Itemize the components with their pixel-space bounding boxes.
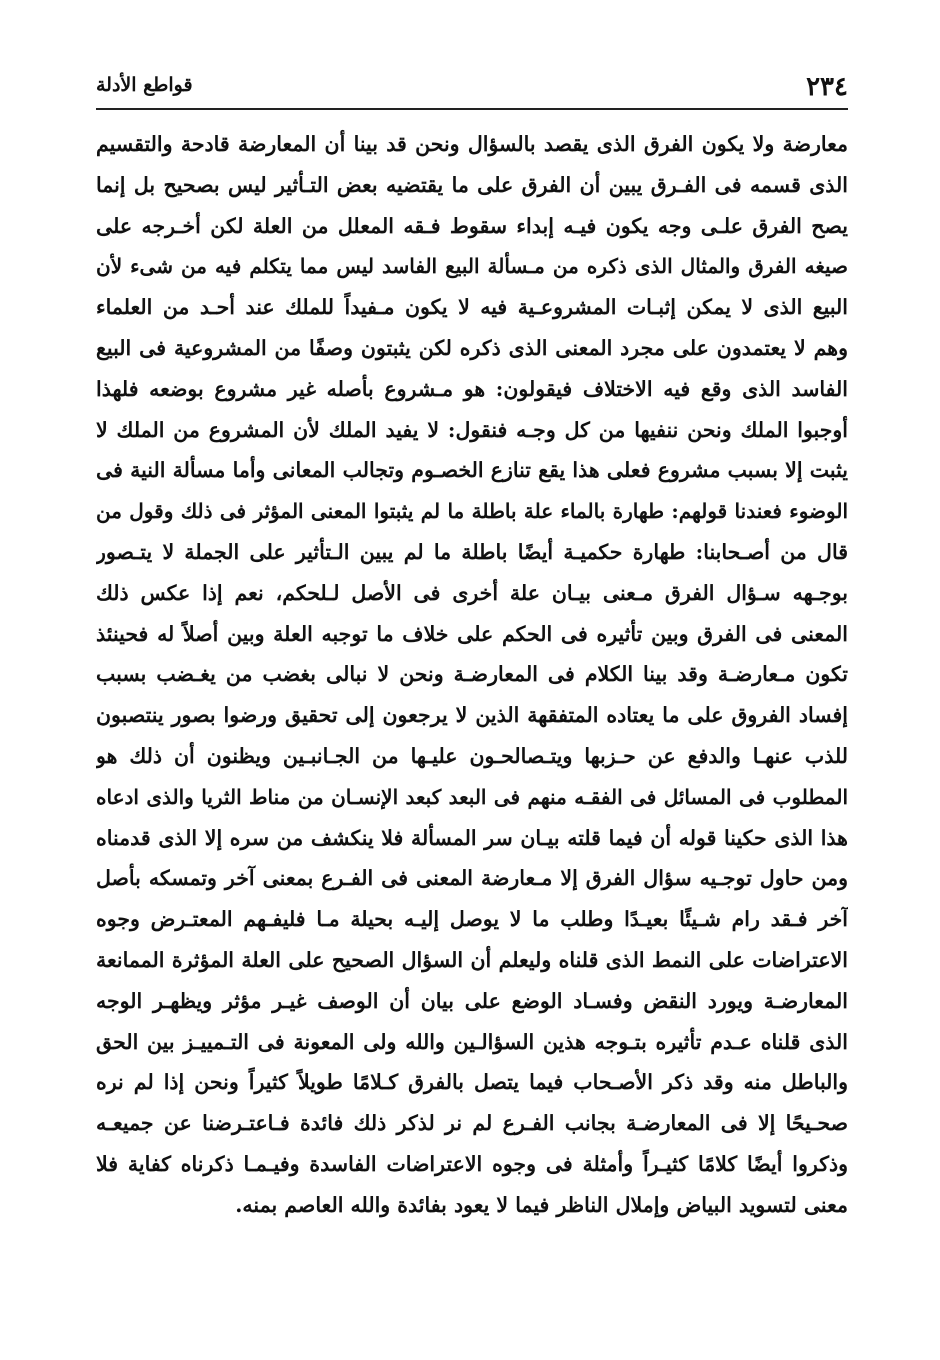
text-line: الاعتراضات على النمط الذى قلناه وليعلم أن السؤال الصحيح على العلة المؤثرة الممانعة <box>96 947 848 972</box>
text-line: الوضوء فعندنا قولهم: طهارة بالماء علة باطلة ما لم يثبتوا المعنى المؤثر فى ذلك وقول من <box>96 499 848 524</box>
text-line: المعارضـة ويورد النقض وفسـاد الوضع على بيان أن الوصف غيـر مؤثر ويظهـر الوجه <box>96 988 848 1013</box>
text-line: ومن حاول توجـيه سؤال الفرق إلا مـعارضة المعنى فى الفـرع بمعنى آخر وتمسكه بأصل <box>96 866 848 891</box>
text-line: المعنى فى الفرق وبين تأثيره فى الحكم على خلاف ما توجبه العلة وبين أصلاً له فحينئذ <box>96 621 848 646</box>
text-line: الذى قلناه عـدم تأثيره بتـوجه هذين السؤالـين والله ولى المعونة فى التـمييـز بين الحق <box>96 1029 848 1054</box>
text-line: صيغه الفرق والمثال الذى ذكره من مـسألة البيع الفاسد ليس مما يتكلم فيه من شىء لأن <box>96 254 848 279</box>
text-line: آخر فـقد رام شـيئًا بعيـدًا وطلب ما لا يوصل إليـه بحيلة مـا فليفـهم المعتـرض وجوه <box>96 907 848 932</box>
text-line: بوجـهه سـؤال الفرق مـعنى بيـان علة أخرى فى الأصل لـلحكم، نعم إذا عكس ذلك <box>96 580 848 605</box>
text-line: يثبت إلا بسبب مشروع فعلى هذا يقع تنازع الخصـوم وتجالب المعانى وأما مسألة النية فى <box>96 458 848 483</box>
text-line: للذب عنهـا والدفع عن حـزبها ويتـصالحـون عليـها من الجـانبـين ويظنون أن ذلك هو <box>96 743 848 768</box>
text-line: إفساد الفروق على ما يعتاده المتفقهة الذين لا يرجعون إلى تحقيق ورضوا بصور ينتصبون <box>96 703 848 728</box>
text-line: أوجبوا الملك ونحن ننفيها من كل وجـه فنقول: لا يفيد الملك لأن المشروع من الملك لا <box>96 417 848 442</box>
text-line-last: معنى لتسويد البياض وإملال الناظر فيما لا يعود بفائدة والله العاصم بمنه. <box>235 1192 848 1217</box>
text-line: يصح الفرق علـى وجه يكون فيـه إبداء سقوط فـقه المعلل من العلة لكن أخـرجه على <box>96 213 848 238</box>
text-line: هذا الذى حكينا قوله أن فيما قلته بيـان سر المسألة فلا ينكشف من سره إلا الذى قدمناه <box>96 825 848 850</box>
text-line: قال من أصـحابنا: طهارة حكميـة أيضًا باطلة ما لم يبين الـتأثير على الجملة لا يتـصور <box>96 539 848 564</box>
running-title: قواطع الأدلة <box>96 74 193 96</box>
text-line: والباطل منه وقد ذكر الأصـحاب فيما يتصل بالفرق كـلامًا طويلاً كثيراً ونحن إذا لم نره <box>96 1070 848 1095</box>
text-line: وذكروا أيضًا كلامًا كثيـراً وأمثلة فى وجوه الاعتراضات الفاسدة وفيـمـا ذكرناه كفاية فلا <box>96 1151 848 1176</box>
page-number: ٢٣٤ <box>806 72 848 102</box>
text-line: صحـيحًا إلا فى المعارضـة بجانب الفـرع لم نر لذكر ذلك فائدة فـاعتـرضنا عن جميعـه <box>96 1111 848 1136</box>
text-line: تكون مـعارضـة وقد بينا الكلام فى المعارضـة ونحن لا نبالى بغضب من يغـضب بسبب <box>96 662 848 687</box>
text-line: وهم لا يعتمدون على مجرد المعنى الذى ذكره لكن يثبتون وصفًا من المشروعية فى البيع <box>96 335 848 360</box>
body-text <box>96 124 848 1226</box>
header-rule <box>96 108 848 110</box>
text-line: الذى قسمه فى الفـرق يبين أن الفرق على ما يقتضيه بعض التـأثير ليس بصحيح بل إنما <box>96 172 848 197</box>
text-line: معارضة ولا يكون الفرق الذى يقصد بالسؤال ونحن قد بينا أن المعارضة قادحة والتقسيم <box>96 132 848 156</box>
page-header <box>96 68 848 104</box>
text-line: الفاسد الذى وقع فيه الاختلاف فيقولون: هو مـشروع بأصله غير مشروع بوضعه فلهذا <box>96 376 848 401</box>
text-line: البيع الذى لا يمكن إثبـات المشروعـية فيه لا يكون مـفيداً للملك عند أحـد من العلماء <box>96 295 848 320</box>
text-line: المطلوب فى المسائل فى الفقـه منهم فى البعد كبعد الإنسـان من مناط الثريا والذى ادعاه <box>96 784 848 809</box>
